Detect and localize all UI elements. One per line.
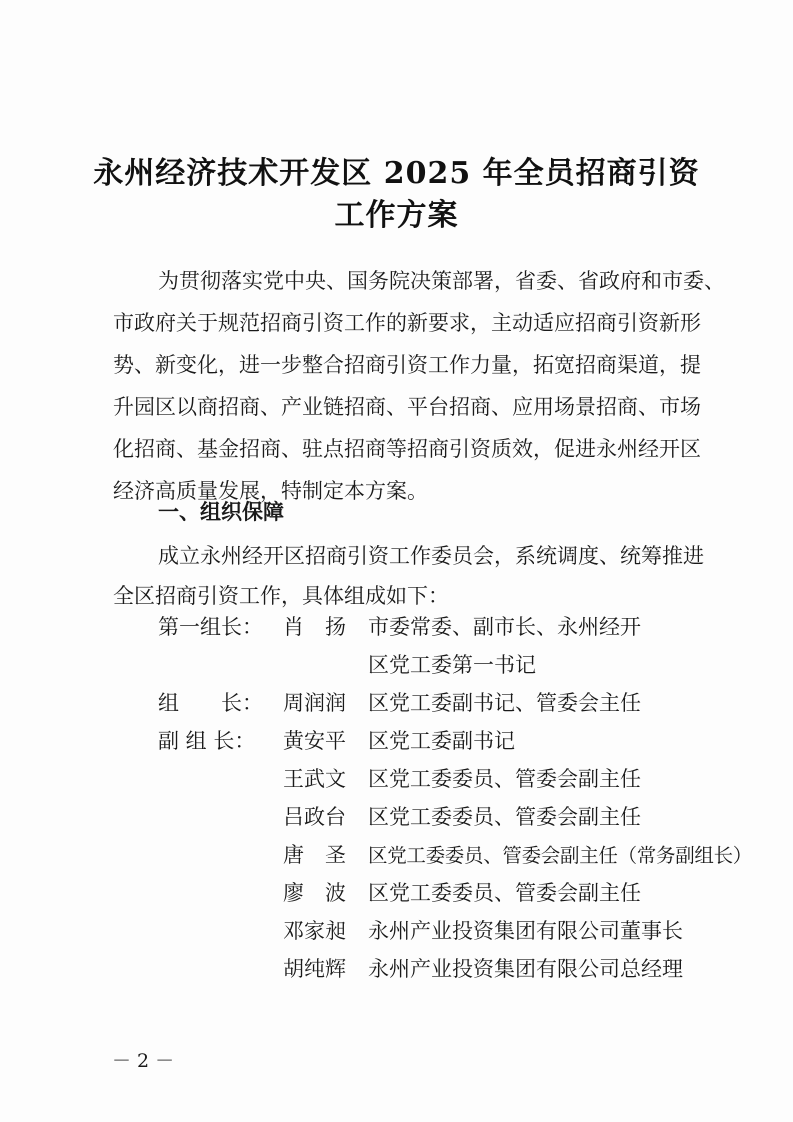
member-name: 王武文	[283, 767, 346, 791]
section-line: 全区招商引资工作，具体组成如下：	[113, 584, 449, 608]
intro-line: 势、新变化，进一步整合招商引资工作力量，拓宽招商渠道，提	[113, 353, 701, 377]
page-number: － 2 －	[112, 1050, 175, 1072]
member-role-leader: 组 长：	[158, 691, 263, 715]
member-position: 区党工委副书记	[368, 729, 515, 753]
member-name: 胡纯辉	[283, 957, 346, 981]
intro-line: 化招商、基金招商、驻点招商等招商引资质效，促进永州经开区	[113, 437, 701, 461]
member-name: 廖 波	[283, 881, 346, 905]
section-heading: 一、组织保障	[158, 500, 284, 524]
member-name: 唐 圣	[283, 843, 346, 867]
intro-line: 为贯彻落实党中央、国务院决策部署，省委、省政府和市委、	[158, 269, 725, 293]
document-title-line-2: 工作方案	[334, 198, 459, 233]
member-name: 黄安平	[283, 729, 346, 753]
member-name: 邓家昶	[283, 919, 346, 943]
document-title-line-1: 永州经济技术开发区 2025 年全员招商引资	[93, 156, 700, 191]
member-position: 区党工委委员、管委会副主任	[368, 767, 641, 791]
member-position: 区党工委委员、管委会副主任	[368, 881, 641, 905]
member-position: 区党工委委员、管委会副主任（常务副组长）	[368, 844, 753, 867]
intro-line: 升园区以商招商、产业链招商、平台招商、应用场景招商、市场	[113, 395, 701, 419]
member-position: 区党工委委员、管委会副主任	[368, 805, 641, 829]
intro-line: 市政府关于规范招商引资工作的新要求，主动适应招商引资新形	[113, 311, 701, 335]
member-role-deputy-leader: 副 组 长：	[158, 729, 256, 753]
member-position: 区党工委第一书记	[368, 653, 536, 677]
intro-line: 经济高质量发展，特制定本方案。	[113, 479, 428, 503]
member-position: 市委常委、副市长、永州经开	[368, 615, 641, 639]
member-position: 永州产业投资集团有限公司总经理	[368, 957, 683, 981]
member-position: 区党工委副书记、管委会主任	[368, 691, 641, 715]
member-role-first-leader: 第一组长：	[158, 615, 263, 639]
section-line: 成立永州经开区招商引资工作委员会，系统调度、统筹推进	[158, 544, 704, 568]
member-name: 肖 扬	[283, 615, 346, 639]
member-name: 周润润	[283, 691, 346, 715]
member-name: 吕政台	[283, 805, 346, 829]
member-position: 永州产业投资集团有限公司董事长	[368, 919, 683, 943]
